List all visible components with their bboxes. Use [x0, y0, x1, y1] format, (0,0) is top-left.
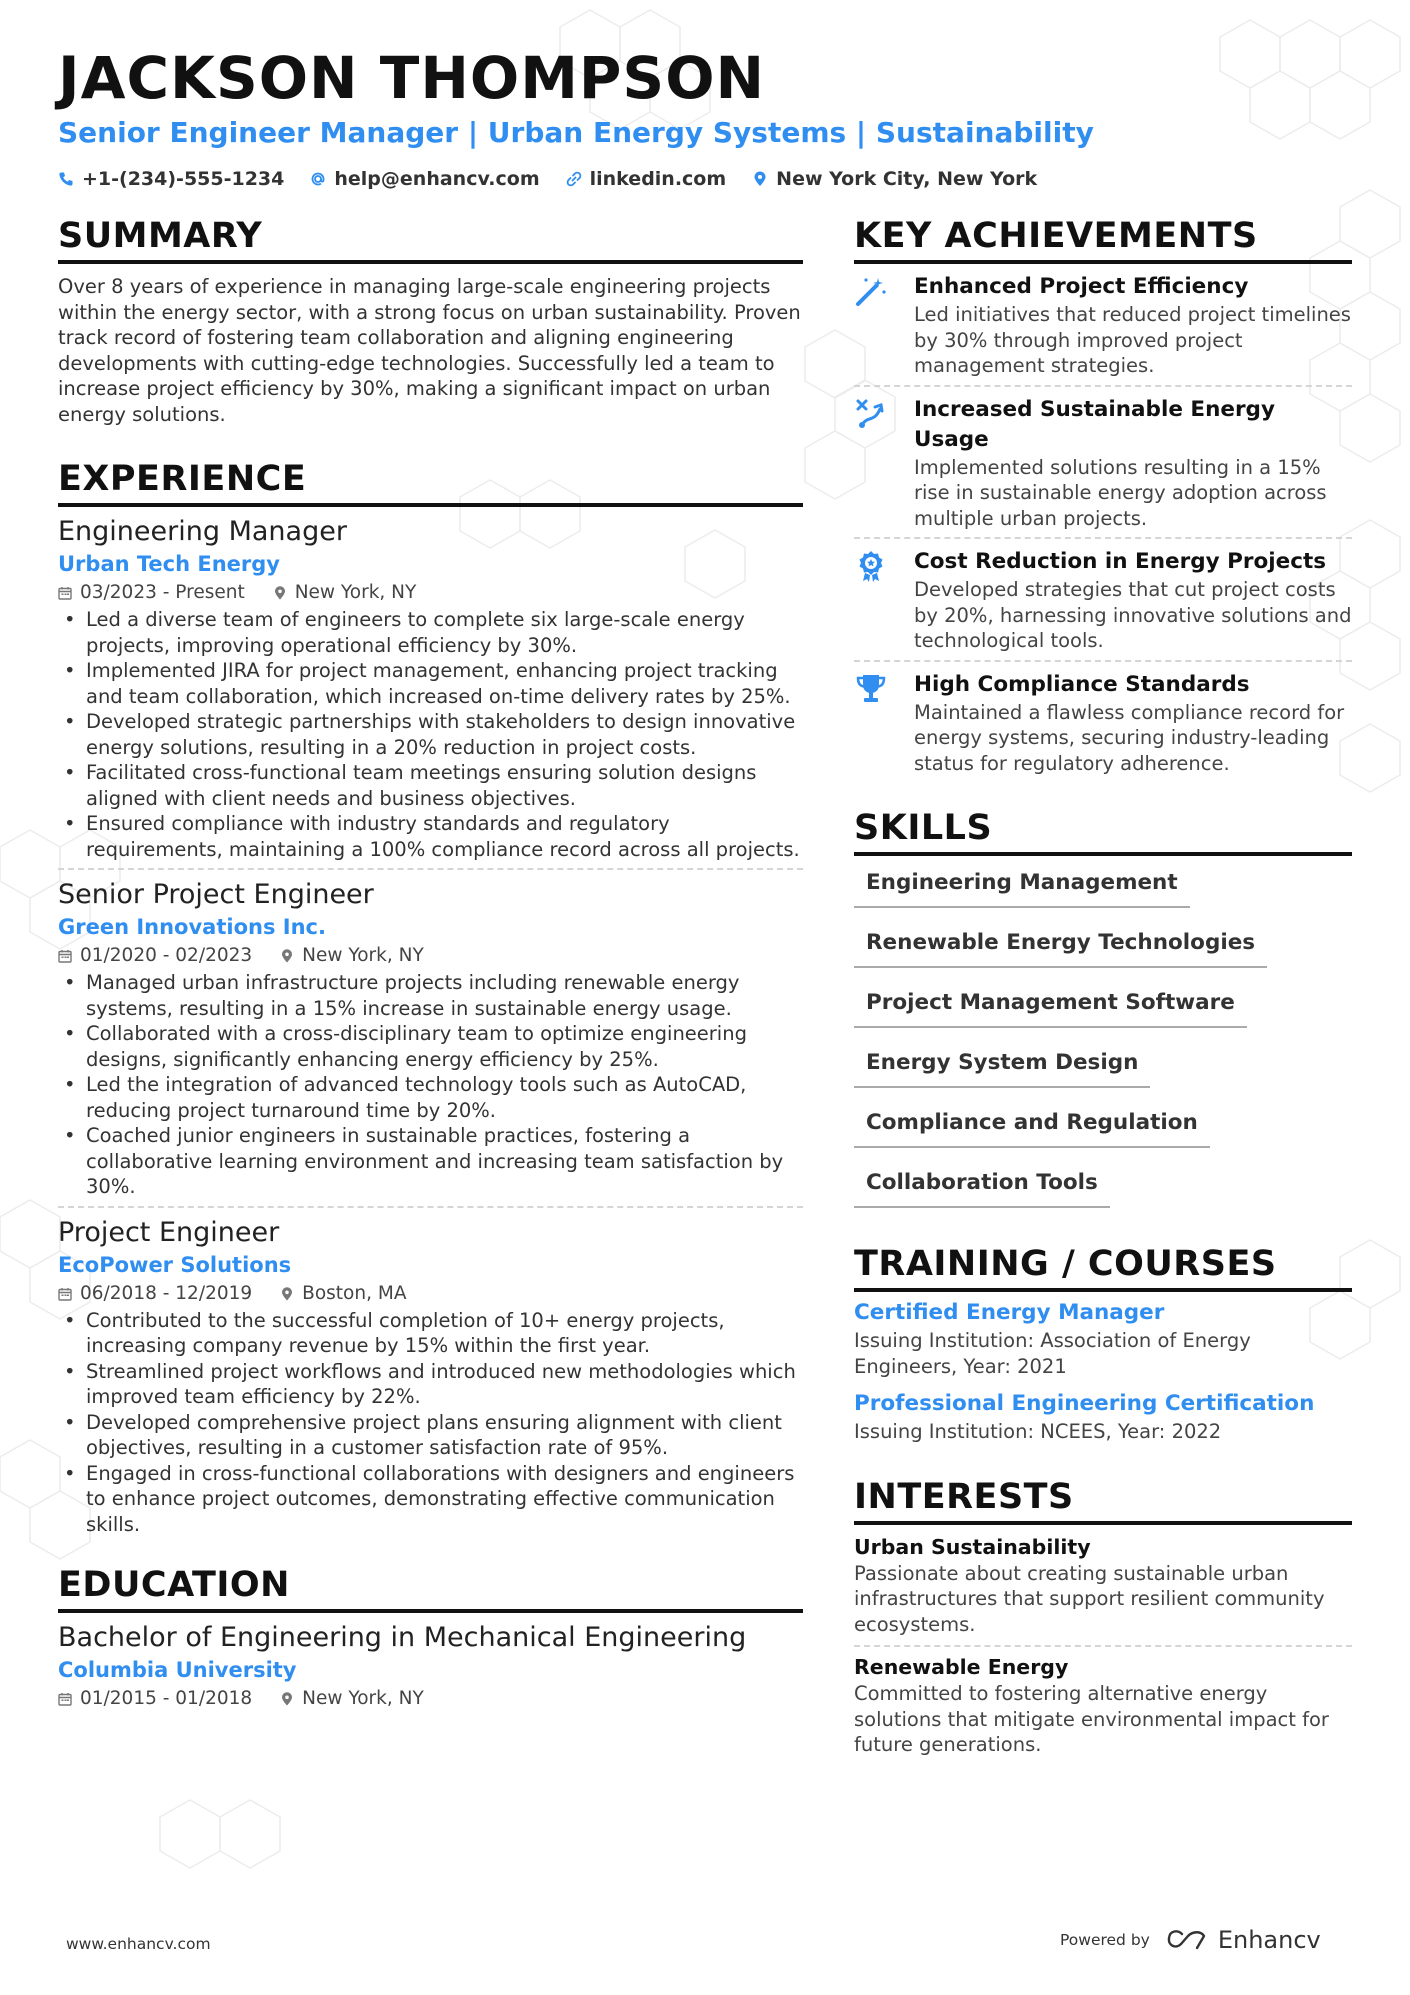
location-pin-icon: [752, 171, 768, 187]
phone-icon: [58, 171, 74, 187]
training-heading: TRAINING / COURSES: [854, 1242, 1352, 1292]
course-item: [854, 1389, 1352, 1445]
enhancv-logo-icon: [1166, 1928, 1210, 1952]
job-bullets: [58, 607, 803, 862]
job-title: Engineering Manager: [58, 516, 347, 547]
achievement-item: [854, 272, 1352, 387]
brand-name: Enhancv: [1217, 1926, 1321, 1954]
course-title: Professional Engineering Certification: [854, 1391, 1315, 1416]
job-meta: [58, 942, 803, 970]
calendar-icon: [58, 586, 72, 600]
experience-entry: [58, 1216, 803, 1538]
education-location: New York, NY: [302, 1688, 424, 1709]
footer-website[interactable]: www.enhancv.com: [66, 1935, 211, 1953]
course-description: Issuing Institution: NCEES, Year: 2022: [854, 1420, 1222, 1443]
achievements-heading: KEY ACHIEVEMENTS: [854, 214, 1352, 264]
degree-title: Bachelor of Engineering in Mechanical Engineering: [58, 1622, 747, 1653]
achievement-item: [854, 547, 1352, 662]
skill-tag: Energy System Design: [854, 1044, 1150, 1088]
job-title: Project Engineer: [58, 1216, 280, 1248]
location-pin-icon: [280, 949, 294, 963]
interest-description: Passionate about creating sustainable urban infrastructures that support resilient community ecosystems.: [854, 1561, 1325, 1636]
calendar-icon: [58, 1287, 72, 1301]
list-item: • Ensured compliance with industry standards and regulatory requirements, maintaining a 100% compliance record across all projects.: [58, 811, 803, 862]
list-item: • Collaborated with a cross-disciplinary team to optimize engineering designs, significantly enhancing energy efficiency by 25%.: [58, 1021, 803, 1072]
achievement-title: High Compliance Standards: [914, 671, 1250, 697]
link-icon: [566, 171, 582, 187]
route-icon: [854, 397, 888, 431]
list-item: • Coached junior engineers in sustainable practices, fostering a collaborative learning environment and increasing team satisfaction by 30%.: [58, 1123, 803, 1200]
linkedin-url: linkedin.com: [589, 168, 727, 190]
powered-by-label: Powered by: [1060, 1931, 1150, 1949]
candidate-tagline: Senior Engineer Manager | Urban Energy Systems | Sustainability: [58, 116, 1094, 149]
company-name: Green Innovations Inc.: [58, 915, 326, 939]
skill-tag: Engineering Management: [854, 864, 1190, 908]
job-location: Boston, MA: [302, 1282, 407, 1304]
achievement-description: Developed strategies that cut project costs by 20%, harnessing innovative solutions and technological tools.: [914, 578, 1352, 652]
email-address: help@enhancv.com: [334, 168, 540, 190]
job-location: New York, NY: [302, 945, 424, 966]
list-item: • Contributed to the successful completion of 10+ energy projects, increasing company revenue by 15% within the first year.: [58, 1308, 803, 1359]
list-item: • Managed urban infrastructure projects including renewable energy systems, resulting in a 15% increase in sustainable energy usage.: [58, 970, 803, 1021]
education-heading: EDUCATION: [58, 1563, 803, 1613]
magic-wand-icon: [854, 274, 888, 308]
job-meta: [58, 1280, 803, 1308]
job-location: New York, NY: [294, 582, 417, 603]
list-item: • Developed comprehensive project plans ensuring alignment with client objectives, resulting in a customer satisfaction rate of 95%.: [58, 1410, 803, 1461]
job-dates: 01/2020 - 02/2023: [80, 945, 253, 966]
enhancv-logo[interactable]: [1166, 1926, 1321, 1954]
job-bullets: [58, 1308, 803, 1538]
award-ribbon-icon: [854, 549, 888, 583]
job-dates: 06/2018 - 12/2019: [80, 1282, 253, 1304]
list-item: • Engaged in cross-functional collaborations with designers and engineers to enhance project outcomes, demonstrating effective communication skills.: [58, 1461, 803, 1538]
contact-bar: [58, 168, 1037, 190]
course-description: Issuing Institution: Association of Energy Engineers, Year: 2021: [854, 1329, 1251, 1378]
achievement-item: [854, 395, 1352, 540]
experience-heading: EXPERIENCE: [58, 457, 803, 507]
list-item: • Facilitated cross-functional team meetings ensuring solution designs aligned with client needs and business objectives.: [58, 760, 803, 811]
list-item: • Streamlined project workflows and introduced new methodologies which improved team efficiency by 22%.: [58, 1359, 803, 1410]
job-bullets: [58, 970, 803, 1200]
education-entry: [58, 1621, 803, 1713]
interest-description: Committed to fostering alternative energy solutions that mitigate environmental impact for future generations.: [854, 1682, 1329, 1756]
candidate-name: JACKSON THOMPSON: [58, 44, 766, 112]
company-name: EcoPower Solutions: [58, 1252, 292, 1277]
skills-heading: SKILLS: [854, 806, 1352, 856]
interest-item: [854, 1533, 1352, 1648]
skill-tag: Compliance and Regulation: [854, 1104, 1210, 1148]
list-item: • Led a diverse team of engineers to complete six large-scale energy projects, improving operational efficiency by 30%.: [58, 607, 803, 658]
skill-tag: Renewable Energy Technologies: [854, 924, 1267, 968]
company-name: Urban Tech Energy: [58, 552, 280, 576]
location-pin-icon: [280, 1287, 294, 1301]
achievement-title: Cost Reduction in Energy Projects: [914, 549, 1327, 574]
contact-linkedin[interactable]: [566, 168, 727, 190]
education-dates: 01/2015 - 01/2018: [80, 1688, 253, 1709]
school-name: Columbia University: [58, 1658, 297, 1682]
contact-location: [752, 168, 1037, 190]
job-title: Senior Project Engineer: [58, 879, 374, 910]
interest-title: Urban Sustainability: [854, 1534, 1091, 1559]
interest-item: [854, 1653, 1352, 1758]
list-item: • Led the integration of advanced technology tools such as AutoCAD, reducing project turnaround time by 20%.: [58, 1072, 803, 1123]
phone-number: +1-(234)-555-1234: [82, 168, 285, 190]
calendar-icon: [58, 949, 72, 963]
location-pin-icon: [273, 586, 287, 600]
location-text: New York City, New York: [776, 168, 1038, 190]
calendar-icon: [58, 1692, 72, 1706]
achievement-title: Increased Sustainable Energy Usage: [914, 396, 1275, 452]
experience-entry: [58, 878, 803, 1208]
summary-heading: SUMMARY: [58, 214, 803, 264]
contact-phone[interactable]: [58, 168, 284, 190]
job-meta: [58, 579, 803, 607]
skill-tag: Project Management Software: [854, 984, 1247, 1028]
at-sign-icon: [310, 171, 326, 187]
achievement-description: Maintained a flawless compliance record for energy systems, securing industry-leading status for regulatory adherence.: [914, 700, 1345, 775]
course-item: [854, 1298, 1352, 1379]
trophy-icon: [854, 672, 888, 706]
summary-text: Over 8 years of experience in managing large-scale engineering projects within the energy sector, with a strong focus on urban sustainability. Proven track record of fostering team collaboration and aligning engineering developments with cutting-edge technologies. Successfully led a team to increase project efficiency by 30%, making a significant impact on urban energy solutions.: [58, 275, 801, 426]
contact-email[interactable]: [310, 168, 539, 190]
skills-list: [854, 864, 1352, 1224]
interest-title: Renewable Energy: [854, 1655, 1069, 1679]
experience-entry: [58, 515, 803, 870]
skill-tag: Collaboration Tools: [854, 1164, 1110, 1208]
achievement-description: Led initiatives that reduced project timelines by 30% through improved project management strategies.: [914, 303, 1351, 377]
left-column: [58, 214, 803, 1713]
list-item: • Developed strategic partnerships with stakeholders to design innovative energy solutions, resulting in a 20% reduction in project costs.: [58, 709, 803, 760]
footer-branding: [1060, 1926, 1321, 1954]
job-dates: 03/2023 - Present: [80, 582, 245, 603]
education-meta: [58, 1685, 803, 1713]
list-item: • Implemented JIRA for project management, enhancing project tracking and team collaboration, which increased on-time delivery rates by 25%.: [58, 658, 803, 709]
achievement-title: Enhanced Project Efficiency: [914, 274, 1249, 299]
right-column: [854, 214, 1352, 1758]
course-title: Certified Energy Manager: [854, 1300, 1165, 1325]
location-pin-icon: [280, 1692, 294, 1706]
achievement-description: Implemented solutions resulting in a 15% rise in sustainable energy adoption across multiple urban projects.: [914, 455, 1327, 530]
achievement-item: [854, 670, 1352, 777]
interests-heading: INTERESTS: [854, 1475, 1352, 1525]
